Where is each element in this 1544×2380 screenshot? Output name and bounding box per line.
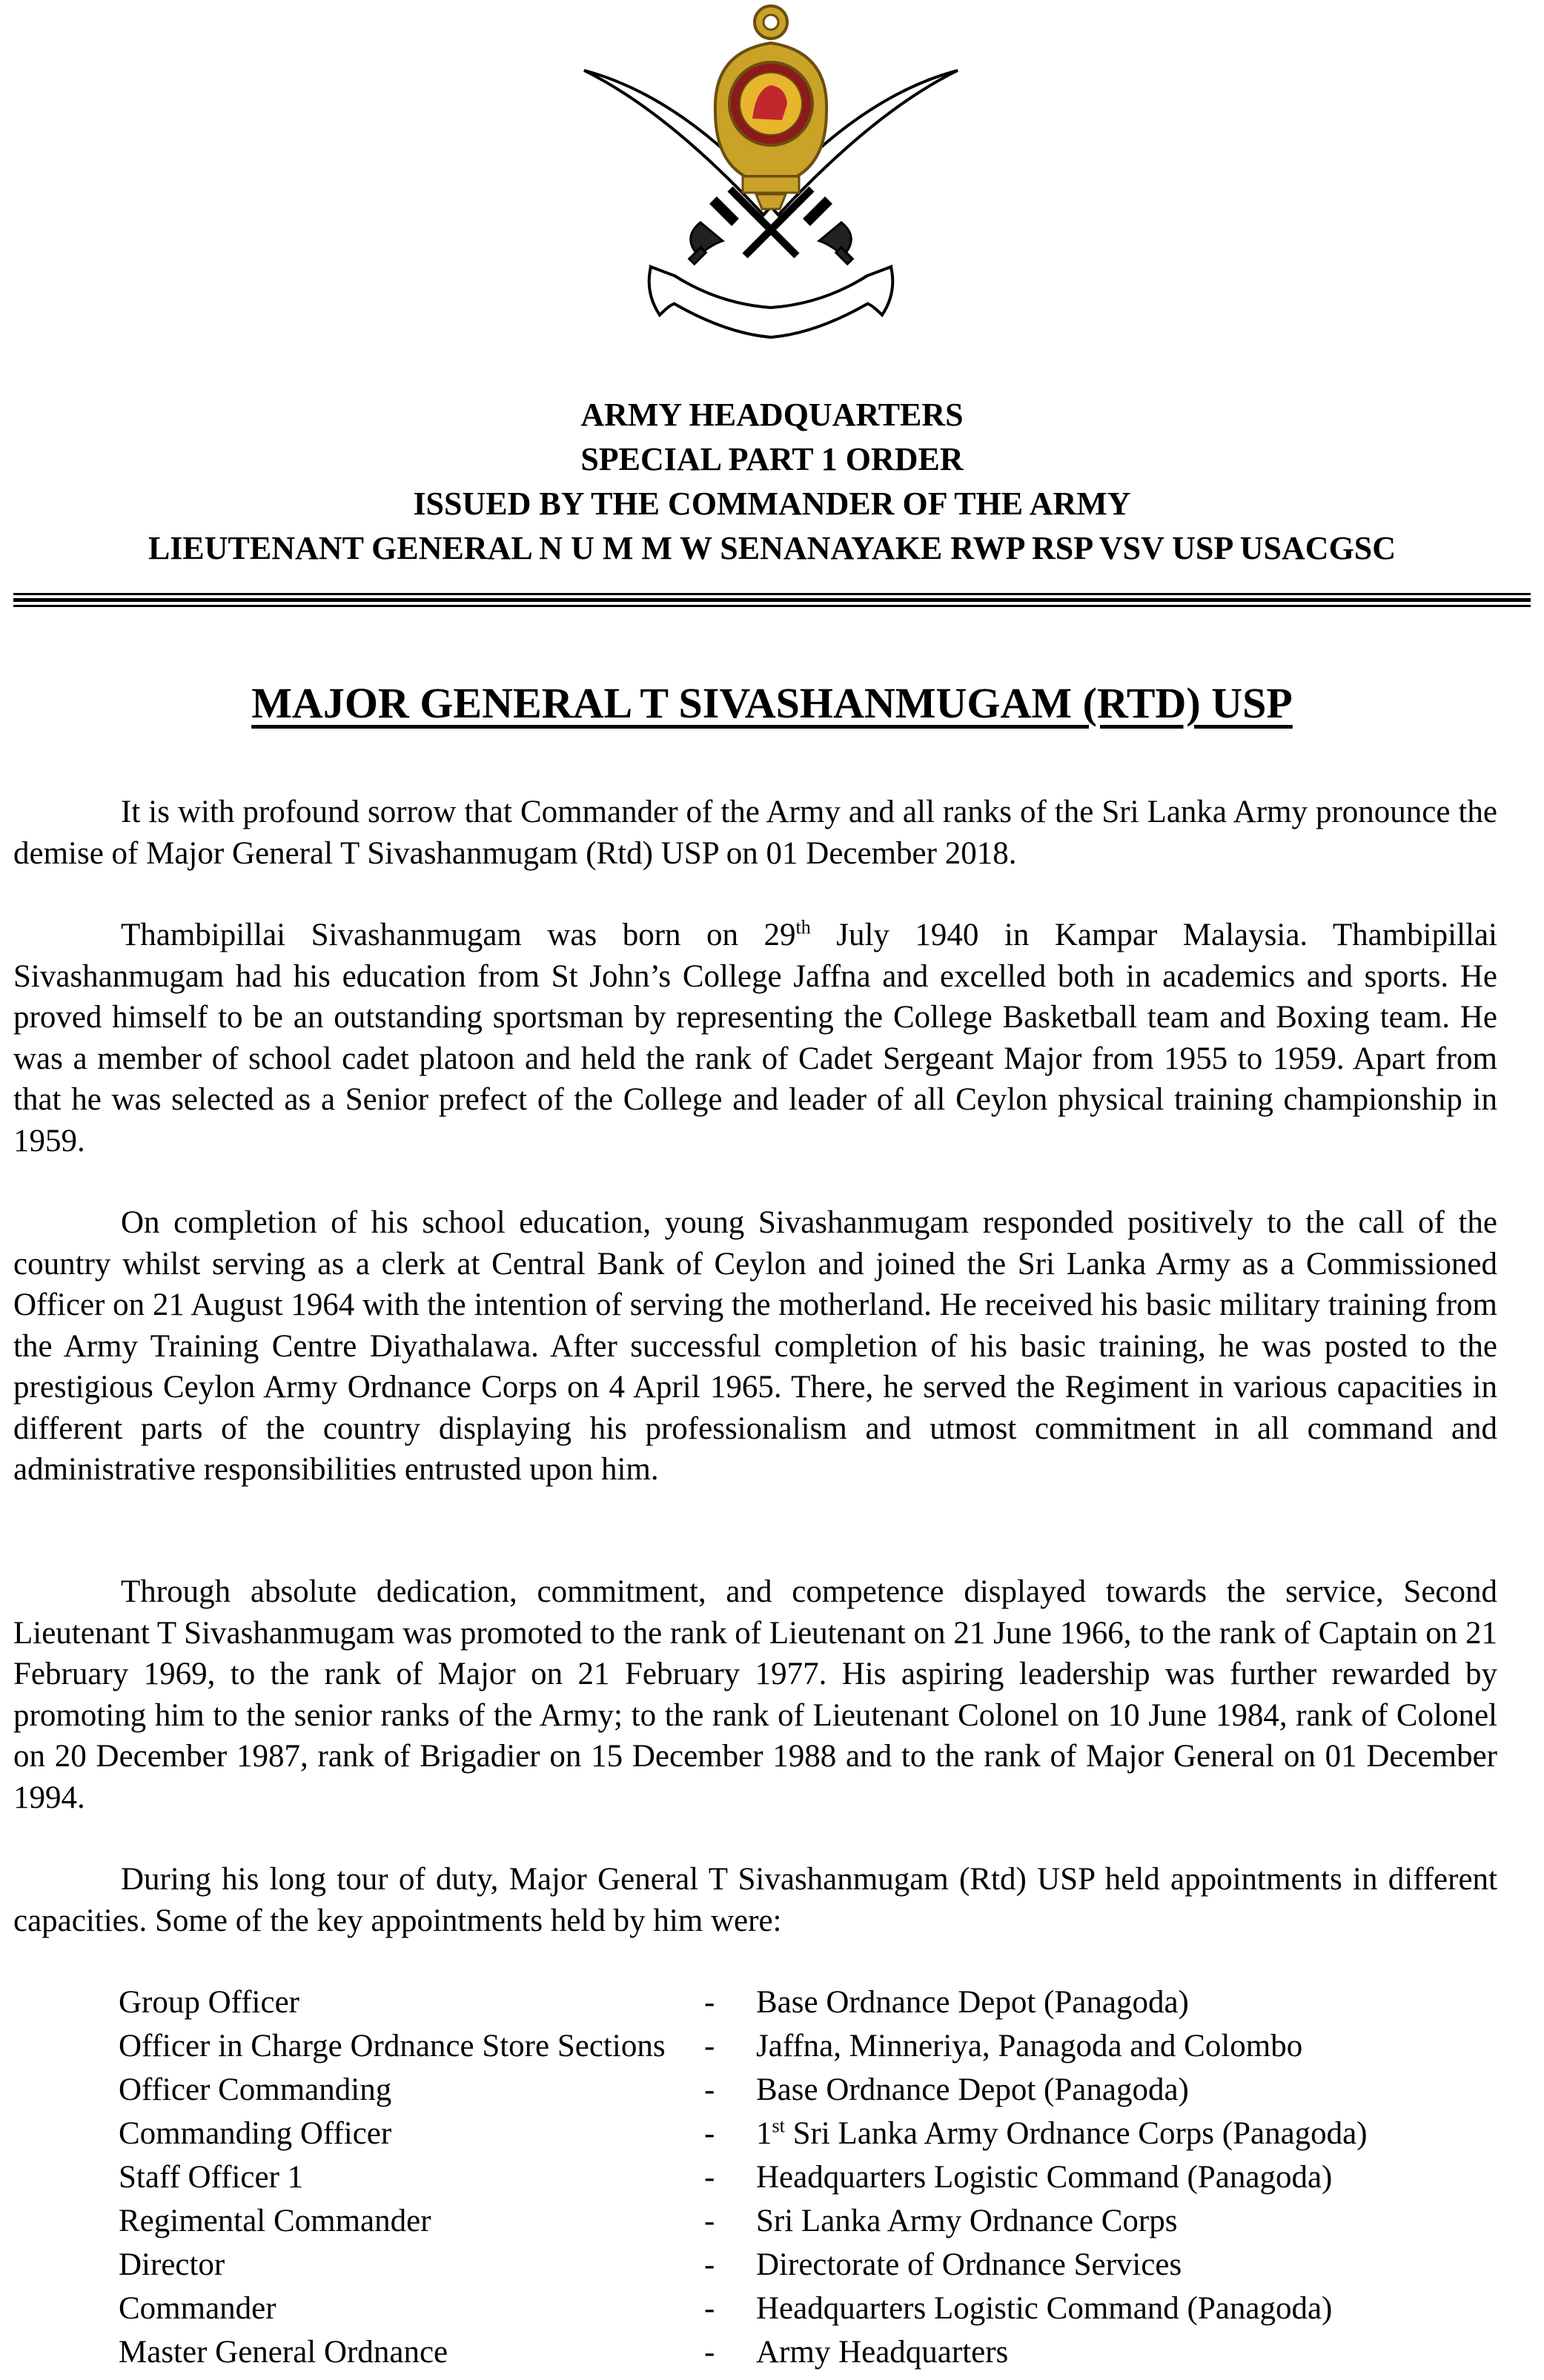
table-row: Regimental Commander - Sri Lanka Army Ordnance Corps — [119, 2204, 1178, 2238]
paragraph-early-life: Thambipillai Sivashanmugam was born on 29th July 1940 in Kampar Malaysia. Thambipillai Sivashanmugam had his education from St John’s College Jaffna and excelled both in academics and sports. He proved himself to be an outstanding sportsman by representing the College Basketball team and Boxing team. He was a member of school cadet platoon and held the rank of Cadet Sergeant Major from 1955 to 1959. Apart from that he was selected as a Senior prefect of the College and leader of all Ceylon physical training championship in 1959. — [13, 916, 1497, 1158]
paragraph-promotions: Through absolute dedication, commitment, and competence displayed towards the service, Second Lieutenant T Sivashanmugam was promoted to the rank of Lieutenant on 21 June 1966, to the rank of Captain on 21 February 1969, to the rank of Major on 21 February 1977. His aspiring leadership was further rewarded by promoting him to the senior ranks of the Army; to the rank of Lieutenant Colonel on 10 June 1984, rank of Colonel on 20 December 1987, rank of Brigadier on 15 December 1988 and to the rank of Major General on 01 December 1994. — [13, 1574, 1497, 1815]
page-title: MAJOR GENERAL T SIVASHANMUGAM (RTD) USP — [251, 679, 1293, 727]
motto-scroll — [649, 267, 893, 337]
table-row: Staff Officer 1 - Headquarters Logistic Command (Panagoda) — [119, 2160, 1333, 2195]
army-crest-icon — [541, 0, 1001, 385]
table-row: Officer Commanding - Base Ordnance Depot (Panagoda) — [119, 2072, 1189, 2107]
header-divider — [13, 593, 1531, 607]
table-row: Commanding Officer - 1st Sri Lanka Army Ordnance Corps (Panagoda) — [119, 2115, 1368, 2151]
paragraph-career-start: On completion of his school education, young Sivashanmugam responded positively to the call of the country whilst serving as a clerk at Central Bank of Ceylon and joined the Sri Lanka Army as a Commissioned Officer on 21 August 1964 with the intention of serving the motherland. He received his basic military training from the Army Training Centre Diyathalawa. After successful completion of his basic training, he was posted to the prestigious Ceylon Army Ordnance Corps on 4 April 1965. There, he served the Regiment in various capacities in different parts of the country displaying his professionalism and utmost commitment in all command and administrative responsibilities entrusted upon him. — [13, 1205, 1497, 1487]
paragraph-demise: It is with profound sorrow that Commander of the Army and all ranks of the Sri Lanka Army pronounce the demise of Major General T Sivashanmugam (Rtd) USP on 01 December 2018. — [13, 795, 1497, 871]
header-line-4: LIEUTENANT GENERAL N U M M W SENANAYAKE RWP RSP VSV USP USACGSC — [148, 530, 1396, 566]
header-line-3: ISSUED BY THE COMMANDER OF THE ARMY — [413, 485, 1131, 522]
table-row: Officer in Charge Ordnance Store Sections - Jaffna, Minneriya, Panagoda and Colombo — [119, 2029, 1303, 2064]
header-line-1: ARMY HEADQUARTERS — [580, 397, 964, 433]
table-row: Master General Ordnance - Army Headquarters — [119, 2335, 1009, 2370]
paragraph-appointments-intro: During his long tour of duty, Major General T Sivashanmugam (Rtd) USP held appointments in different capacities. Some of the key appointments held by him were: — [13, 1862, 1497, 1938]
appointments-table — [119, 1980, 1368, 2374]
table-row: Group Officer - Base Ordnance Depot (Panagoda) — [119, 1985, 1189, 2020]
table-row: Director - Directorate of Ordnance Services — [119, 2247, 1182, 2282]
table-row: Commander - Headquarters Logistic Command (Panagoda) — [119, 2291, 1333, 2326]
header-line-2: SPECIAL PART 1 ORDER — [580, 441, 964, 477]
